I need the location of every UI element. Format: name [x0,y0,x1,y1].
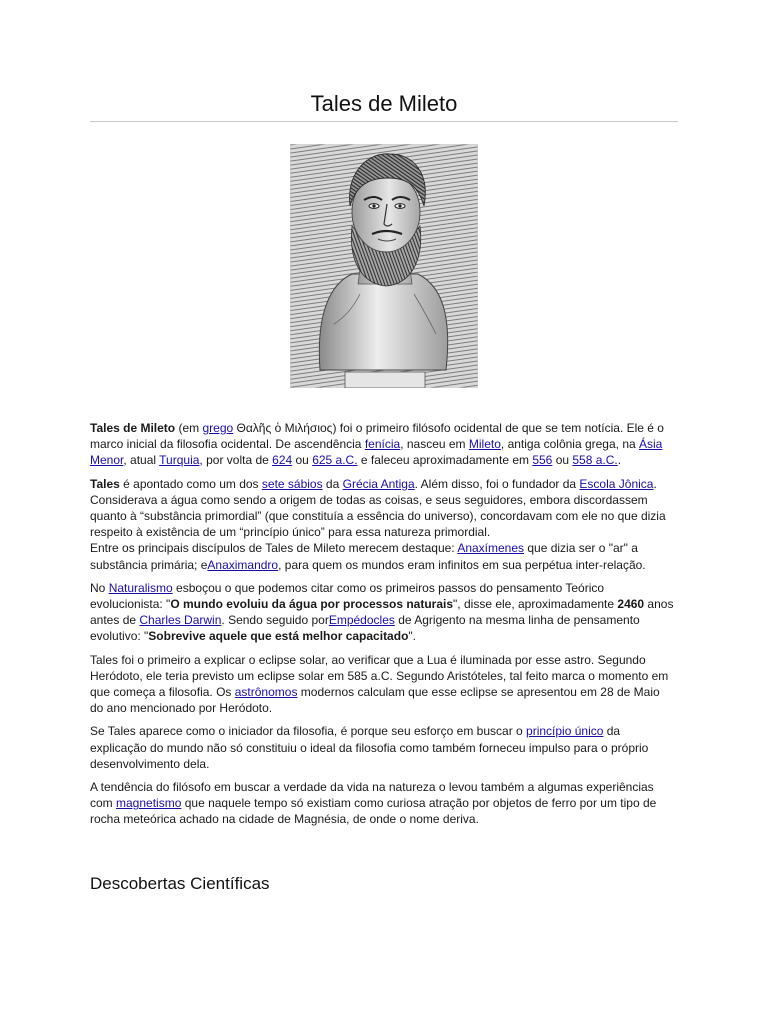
paragraph [90,779,674,828]
wiki-link[interactable]: Anaximandro [207,557,279,572]
text-run: esboçou o que podemos citar como os primeiros passos do pensamento Teórico evolucionista: " [90,580,605,612]
text-run: Tales foi o primeiro a explicar o eclipse solar, ao verificar que a Lua é iluminada por esse astro. Segundo Heródoto, ele teria previsto um eclipse solar em 585 a.C. Segundo Aristóteles, tal feito marca o momento em que começa a filosofia. Os [90,652,669,700]
text-run: de Agrigento na mesma linha de pensamento evolutivo: " [90,613,640,644]
bust-portrait-image [290,144,478,388]
paragraph [90,476,674,541]
wiki-link[interactable]: princípio único [526,724,604,739]
wiki-link[interactable]: fenícia [364,437,401,452]
wiki-link[interactable]: Turquia [159,453,200,468]
text-run: anos antes de [90,597,674,628]
wiki-link[interactable]: sete sábios [261,476,323,491]
text-run: A tendência do filósofo em buscar a verdade da vida na natureza o levou também a algumas experiências com [90,780,654,811]
text-run: Se Tales aparece como o iniciador da filosofia, é porque seu esforço em buscar o [90,724,527,739]
wiki-link[interactable]: Escola Jônica [579,476,654,491]
wiki-link[interactable]: 556 [532,453,553,468]
text-run: ou [552,453,573,468]
section-heading: Descobertas Científicas [90,874,270,893]
bold-text: Tales de Mileto [90,421,176,435]
paragraph [90,723,674,772]
wiki-link[interactable]: magnetismo [116,796,182,811]
text-run: , antiga colônia grega, na [500,437,640,452]
wiki-link[interactable]: Mileto [468,437,501,452]
text-run: que dizia ser o "ar" a substância primária; e [90,541,638,572]
wiki-link[interactable]: astrônomos [234,685,298,700]
wiki-link[interactable]: Anaxímenes [457,541,525,556]
text-run: que naquele tempo só existiam como curiosa atração por objetos de ferro por um tipo de rocha meteórica achado na cidade de Magnésia, de onde o nome deriva. [90,796,657,827]
text-run: No [90,580,109,595]
paragraph [90,580,674,645]
text-run: , atual [123,453,160,468]
text-run: é apontado como um dos [119,476,262,491]
text-run: , nasceu em [400,437,469,452]
wiki-link[interactable]: Naturalismo [108,580,173,595]
text-run: . Sendo seguido por [221,613,329,628]
text-run: Entre os principais discípulos de Tales de Mileto merecem destaque: [90,541,458,556]
text-run: ou [292,453,313,468]
text-run: Θαλῆς ὁ Μιλήσιος) foi o primeiro filósofo ocidental de que se tem notícia. Ele é o marco inicial da filosofia ocidental. De ascendência [90,421,664,452]
text-run: . [617,453,622,468]
text-run: , para quem os mundos eram infinitos em sua perpétua inter-relação. [278,557,646,572]
text-run: . Considerava a água como sendo a origem de todas as coisas, e seus seguidores, embora discordassem quanto à “substância primordial” (que constituía a essência do universo), concordavam com ele no que dizia respeito à existência de um “princípio único” para essa natureza primordial. [90,476,666,540]
text-run: , por volta de [199,453,273,468]
wiki-link[interactable]: Ásia Menor [90,437,663,468]
page-title: Tales de Mileto [310,91,458,116]
wiki-link[interactable]: 624 [272,453,293,468]
paragraph [90,652,674,717]
wiki-link[interactable]: Charles Darwin [139,613,222,628]
text-run: e faleceu aproximadamente em [357,453,533,468]
text-run: (em [175,421,203,435]
article-body [90,420,674,835]
text-run: . Além disso, foi o fundador da [414,476,580,491]
wiki-link[interactable]: grego [202,421,234,435]
text-run: modernos calculam que esse eclipse se apresentou em 28 de Maio do ano mencionado por Heródoto. [90,685,660,716]
wiki-link[interactable]: 558 a.C. [572,453,618,468]
text-run: ". [408,629,416,644]
paragraph [90,420,674,469]
title-divider [90,121,678,122]
wiki-link[interactable]: Grécia Antiga [342,476,415,491]
bold-text: Sobrevive aquele que está melhor capacitado [148,629,409,644]
wiki-link[interactable]: 625 a.C. [312,453,358,468]
bold-text: Tales [90,476,120,491]
wiki-link[interactable]: Empédocles [328,613,395,628]
paragraph [90,540,674,572]
text-run: ", disse ele, aproximadamente [453,597,618,612]
bold-text: 2460 [617,597,645,612]
bold-text: O mundo evoluiu da água por processos naturais [170,597,454,612]
text-run: da explicação do mundo não só constituiu o ideal da filosofia como também forneceu impulso para o próprio desenvolvimento dela. [90,724,649,771]
text-run: da [322,476,343,491]
